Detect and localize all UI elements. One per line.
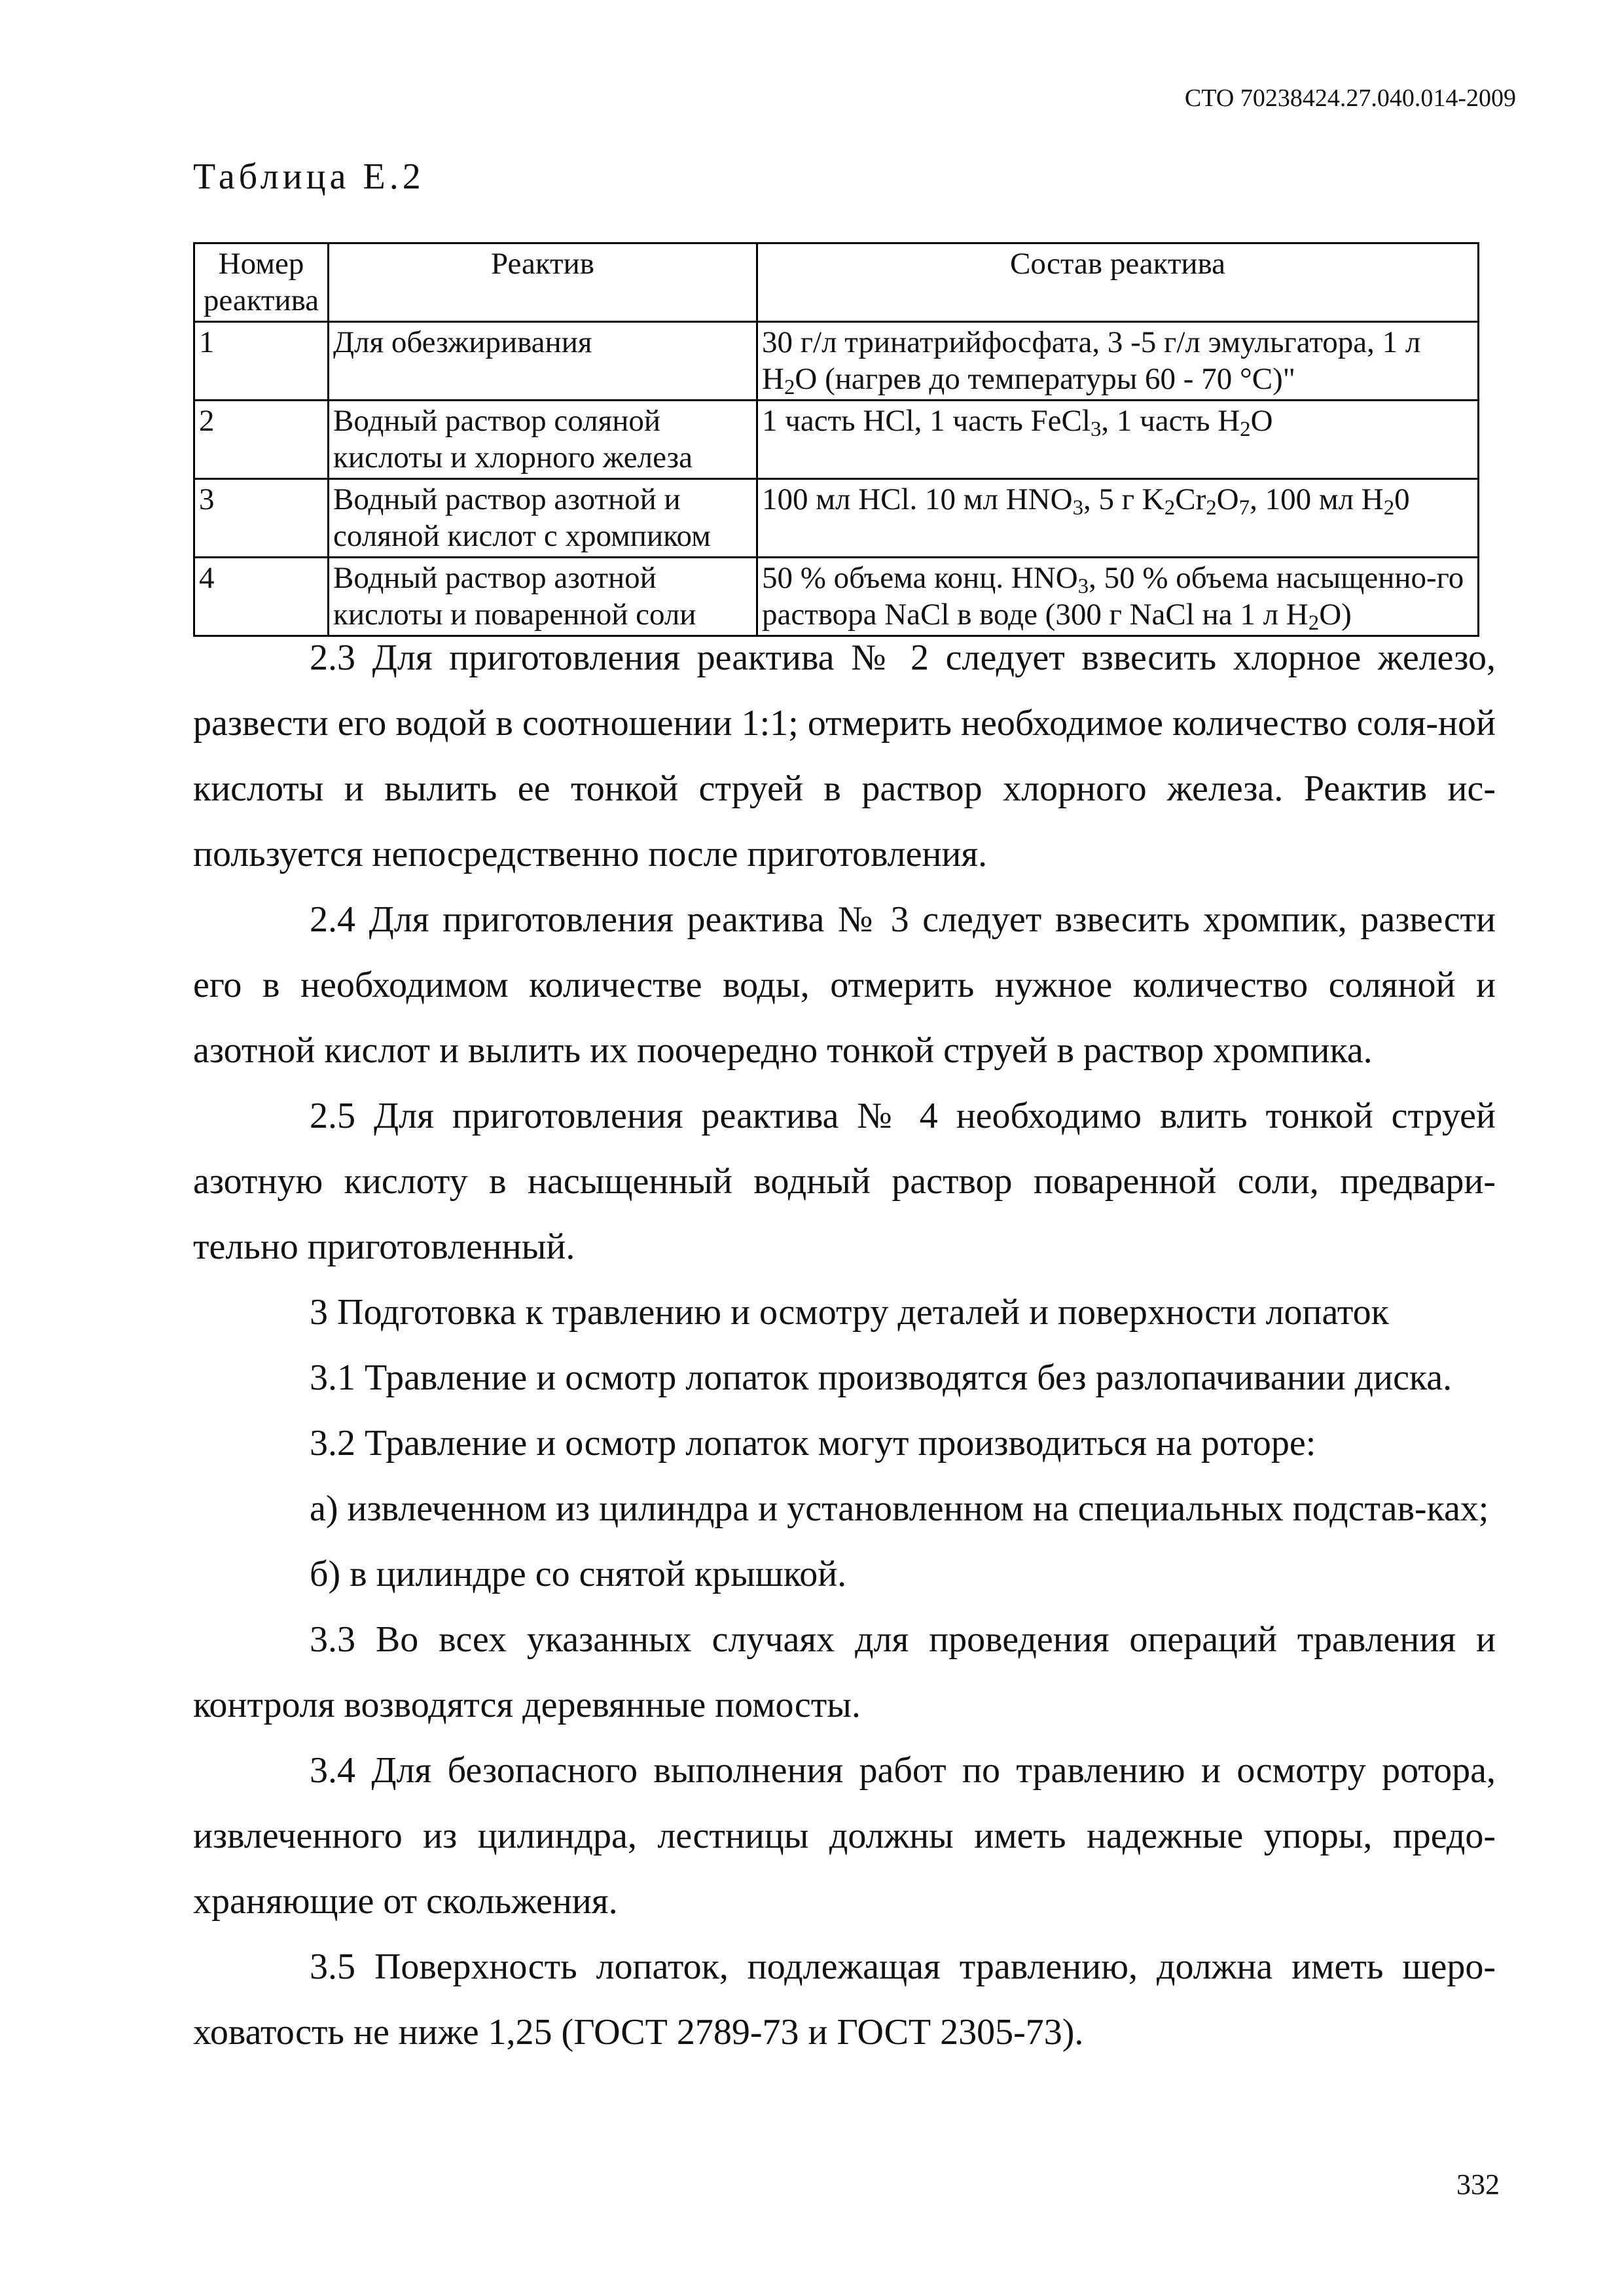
table-row: [194, 322, 1479, 401]
formula-subscript: 2: [1308, 611, 1320, 636]
page-number: 332: [1456, 2168, 1500, 2200]
list-item: б) в цилиндре со снятой крышкой.: [310, 1554, 847, 1594]
reagent-name: Водный раствор соляной кислоты и хлорного железа: [329, 401, 757, 479]
reagent-number: 3: [194, 479, 329, 558]
reagent-name: Водный раствор азотной и соляной кислот с хромпиком: [329, 479, 757, 558]
paragraph: 3.5 Поверхность лопаток, подлежащая травлению, должна иметь шеро-ховатость не ниже 1,25 (ГОСТ 2789-73 и ГОСТ 2305-73).: [193, 1946, 1496, 2053]
reagent-composition: 50 % объема конц. $HNO_3$, 50 % объема насыщенно-го раствора NaCl в воде (300 г NaCl на 1 л $H_2O$): [757, 558, 1479, 636]
reagent-number: 2: [194, 401, 329, 479]
column-header-reagent: Реактив: [329, 243, 757, 322]
reagent-number: 1: [194, 322, 329, 401]
formula-subscript: 2: [784, 376, 795, 400]
paragraph: 2.5 Для приготовления реактива № 4 необходимо влить тонкой струей азотную кислоту в насыщенный водный раствор поваренной соли, предвари-тельно приготовленный.: [193, 1096, 1496, 1267]
paragraph: 3.2 Травление и осмотр лопаток могут производиться на роторе:: [310, 1423, 1316, 1463]
body-text: [193, 625, 1496, 2065]
section-heading: 3 Подготовка к травлению и осмотру деталей и поверхности лопаток: [310, 1292, 1389, 1333]
reagent-number: 4: [194, 558, 329, 636]
table-row: [194, 401, 1479, 479]
column-header-number: Номер реактива: [194, 243, 329, 322]
formula-subscript: 2: [1383, 496, 1395, 520]
table-row: [194, 558, 1479, 636]
paragraph: 2.4 Для приготовления реактива № 3 следует взвесить хромпик, развести его в необходимом количестве воды, отмерить нужное количество соляной и азотной кислот и вылить их поочередно тонкой струей в раствор хромпика.: [193, 899, 1496, 1071]
list-item: а) извлеченном из цилиндра и установленном на специальных подстав-ках;: [310, 1488, 1489, 1529]
paragraph: 3.4 Для безопасного выполнения работ по травлению и осмотру ротора, извлеченного из цилиндра, лестницы должны иметь надежные упоры, предо-храняющие от скольжения.: [193, 1750, 1496, 1922]
reagent-composition: 30 г/л тринатрийфосфата, 3 -5 г/л эмульгатора, 1 л $Н_2О$ (нагрев до температуры 60 - 70 °С)": [757, 322, 1479, 401]
formula-subscript: 2: [1240, 418, 1251, 442]
reagents-table: [193, 242, 1479, 637]
formula-subscript: 2: [1164, 496, 1176, 520]
paragraph: 3.3 Во всех указанных случаях для проведения операций травления и контроля возводятся деревянные помосты.: [193, 1619, 1496, 1725]
formula-subscript: 7: [1238, 496, 1250, 520]
table-caption: Таблица Е.2: [193, 156, 425, 197]
document-code: СТО 70238424.27.040.014-2009: [1184, 84, 1516, 112]
reagent-name: Водный раствор азотной кислоты и поваренной соли: [329, 558, 757, 636]
reagent-name: Для обезжиривания: [329, 322, 757, 401]
formula-subscript: 2: [1206, 496, 1217, 520]
table-row: [194, 479, 1479, 558]
paragraph: 3.1 Травление и осмотр лопаток производятся без разлопачивании диска.: [310, 1357, 1453, 1398]
reagent-composition: 1 часть HCl, 1 часть FeCl$_3$, 1 часть $H_2O$: [757, 401, 1479, 479]
formula-subscript: 3: [1077, 575, 1089, 599]
paragraph: 2.3 Для приготовления реактива № 2 следует взвесить хлорное железо, развести его водой в соотношении 1:1; отмерить необходимое количество соля-ной кислоты и вылить ее тонкой струей в раствор хлорного железа. Реактив ис-пользуется непосредственно после приготовления.: [193, 637, 1496, 874]
reagent-composition: 100 мл HCl. 10 мл $HNO_3$, 5 г $K_2Cr_2O_7$, 100 мл $H_20$: [757, 479, 1479, 558]
formula-subscript: 3: [1072, 496, 1084, 520]
formula-subscript: 3: [1090, 418, 1102, 442]
column-header-composition: Состав реактива: [757, 243, 1479, 322]
table-header-row: [194, 243, 1479, 322]
